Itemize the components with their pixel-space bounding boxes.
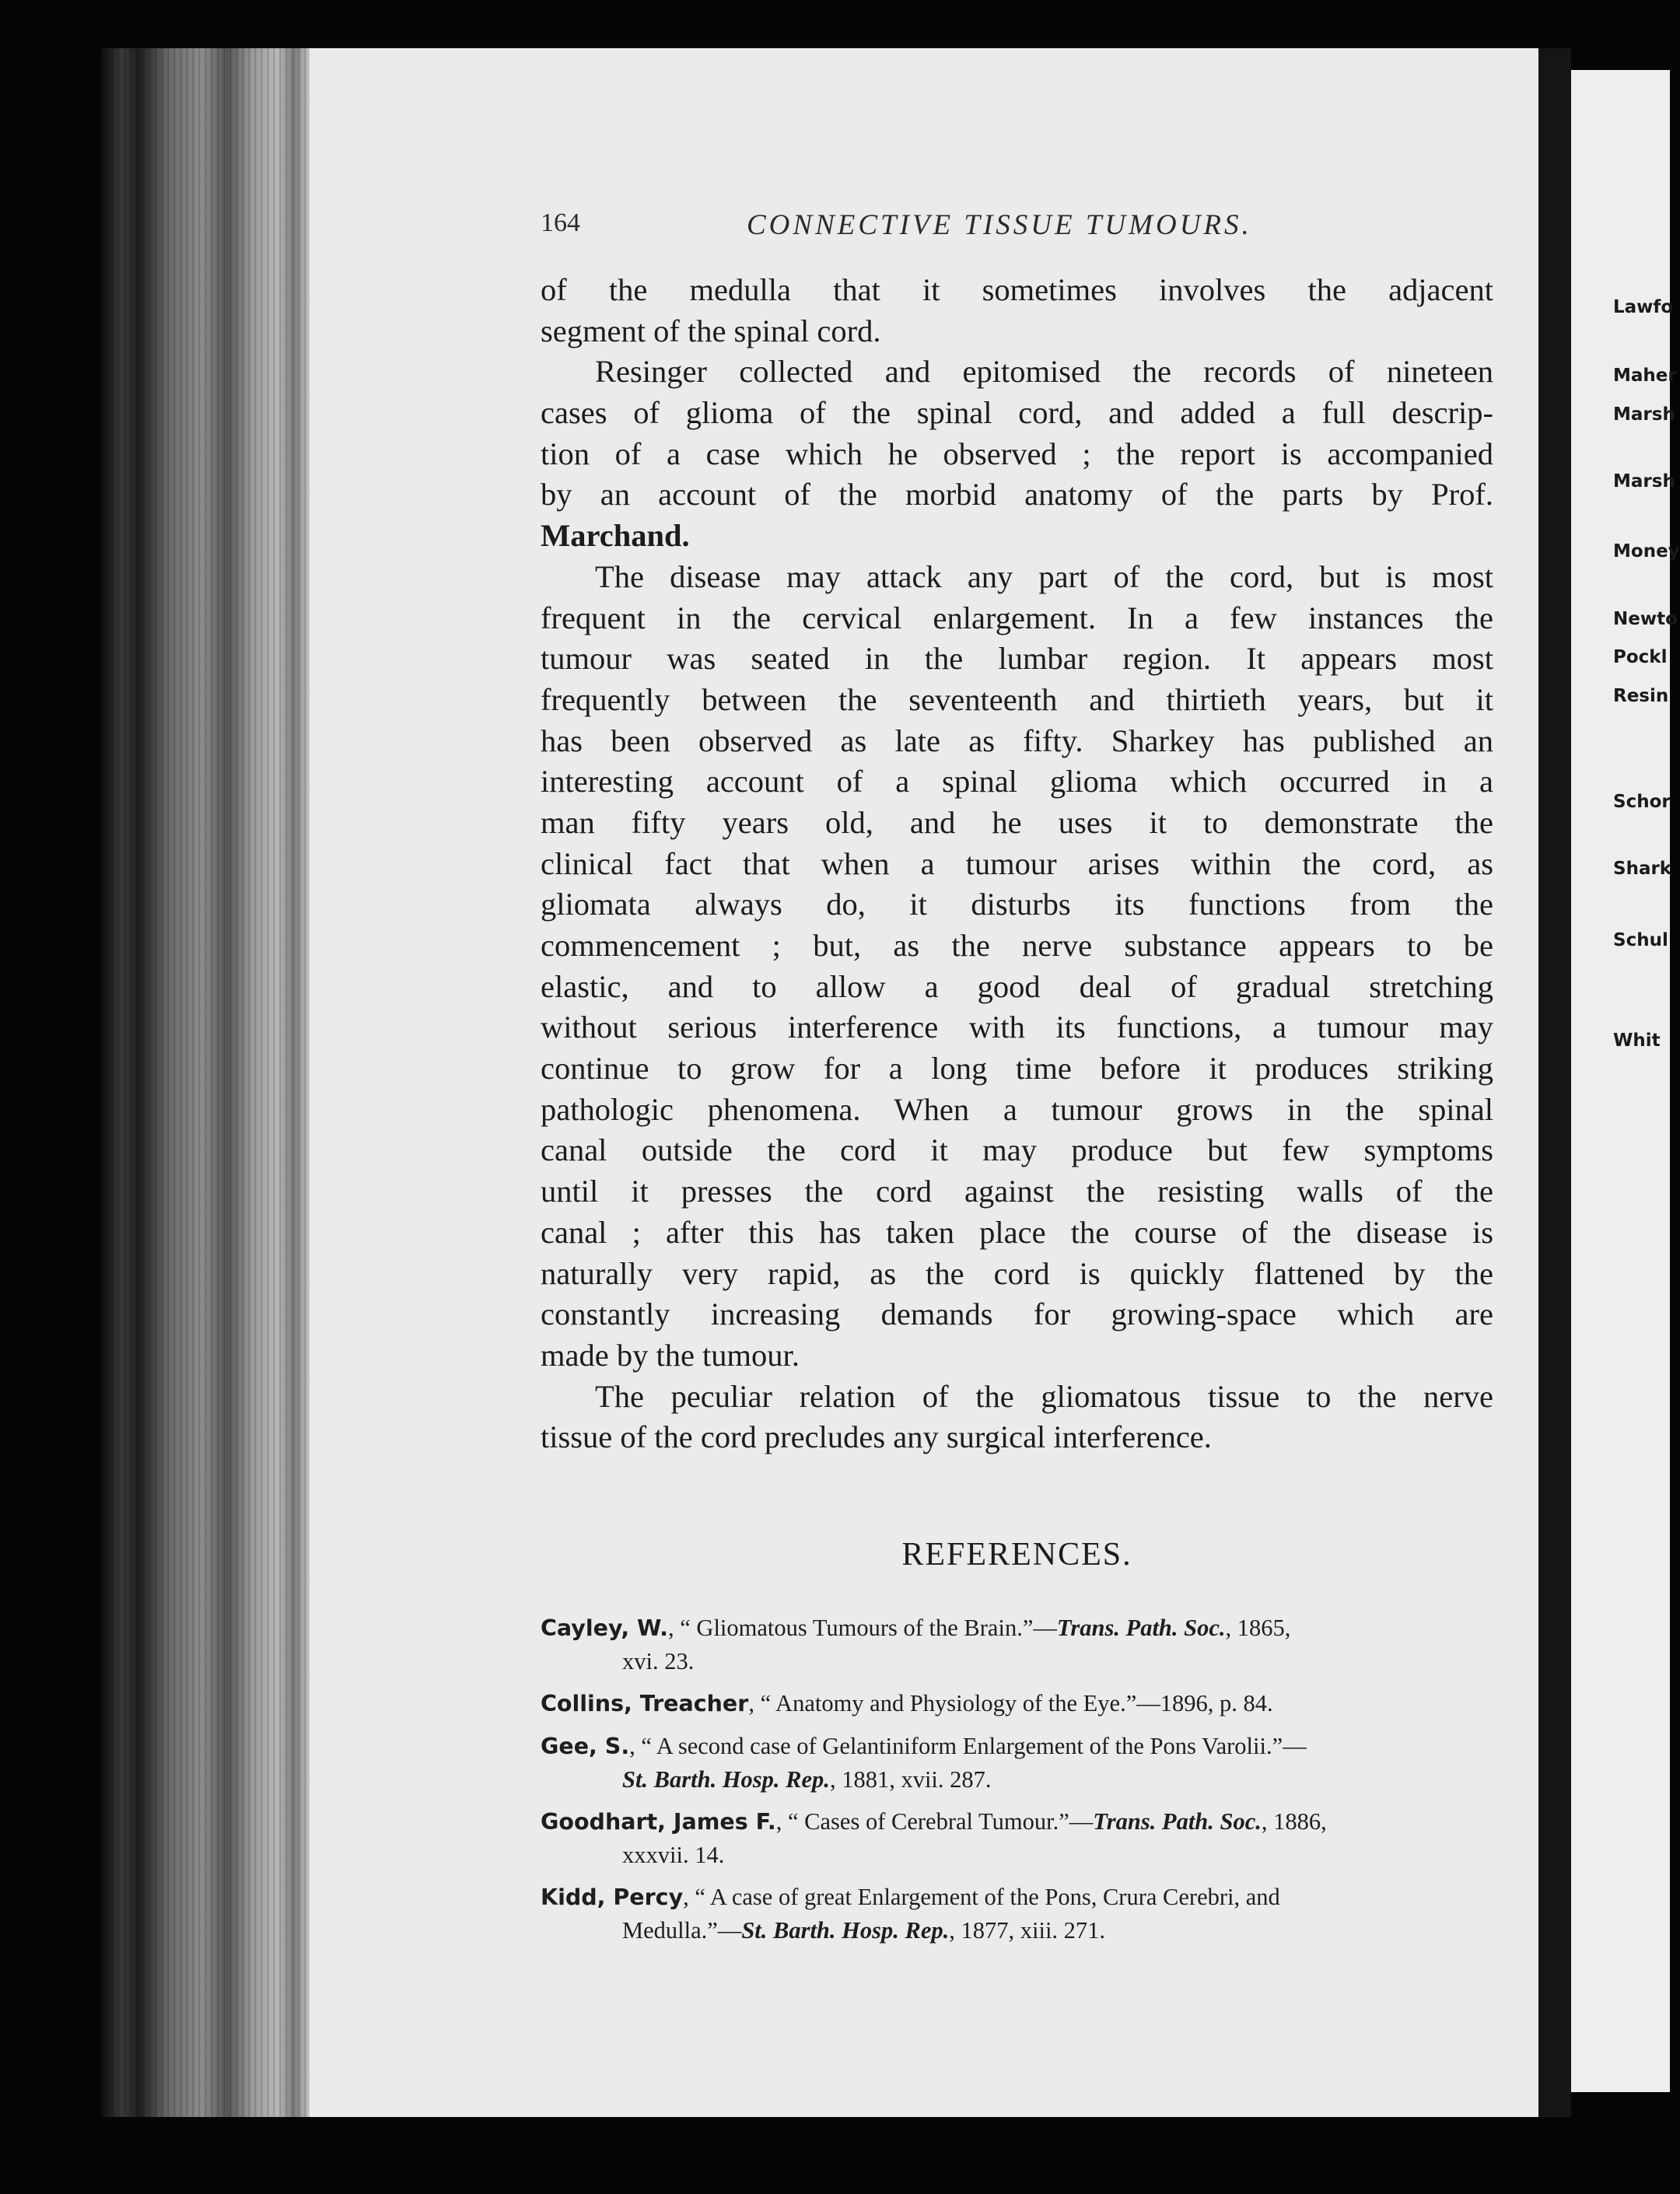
reference-tail: , 1886,	[1261, 1808, 1327, 1835]
reference-author: Goodhart, James F.	[541, 1809, 776, 1835]
text-line: frequently between the seventeenth and thirtieth years, but it	[541, 681, 1493, 717]
text-line: continue to grow for a long time before it produces striking	[541, 1051, 1493, 1087]
reference-entry	[541, 1611, 1501, 1678]
text-line: clinical fact that when a tumour arises within the cord, as	[541, 845, 1493, 881]
reference-text: , “ A second case of Gelantiniform Enlargement of the Pons Varolii.”—	[629, 1733, 1307, 1759]
index-entry: Schul	[1613, 930, 1668, 950]
text-line: gliomata always do, it disturbs its functions from the	[541, 887, 1493, 922]
text-line: The peculiar relation of the gliomatous tissue to the nerve	[595, 1378, 1493, 1414]
reference-author: Collins, Treacher	[541, 1691, 749, 1716]
references-heading: REFERENCES.	[901, 1537, 1132, 1573]
reference-entry	[541, 1881, 1501, 1947]
gutter-shadow	[1538, 48, 1571, 2117]
text-line: until it presses the cord against the resisting walls of the	[541, 1174, 1493, 1209]
running-title: CONNECTIVE TISSUE TUMOURS.	[747, 209, 1252, 241]
index-entry: Lawfo	[1613, 297, 1674, 317]
page-number: 164	[541, 208, 580, 237]
reference-author: Cayley, W.	[541, 1615, 669, 1641]
reference-text: Medulla.”—	[622, 1917, 742, 1944]
text-line: by an account of the morbid anatomy of the parts by Prof.	[541, 477, 1493, 513]
reference-text: , “ Anatomy and Physiology of the Eye.”—1896, p. 84.	[748, 1690, 1273, 1716]
text-line: segment of the spinal cord.	[541, 313, 881, 348]
reference-entry	[541, 1730, 1501, 1796]
index-entry: Marsh	[1613, 471, 1675, 492]
reference-tail: , 1865,	[1225, 1615, 1291, 1641]
text-line: made by the tumour.	[541, 1337, 800, 1373]
text-line: elastic, and to allow a good deal of gradual stretching	[541, 968, 1493, 1004]
text-line: tion of a case which he observed ; the report is accompanied	[541, 436, 1493, 471]
index-entry: Maher	[1613, 366, 1677, 386]
text-line: The disease may attack any part of the cord, but is most	[595, 558, 1493, 594]
index-entry: Schor	[1613, 792, 1671, 812]
text-line: man fifty years old, and he uses it to demonstrate the	[541, 804, 1493, 840]
index-entry: Newto	[1613, 609, 1678, 629]
references-list	[541, 1611, 1501, 1956]
index-entry: Resin	[1613, 686, 1669, 706]
index-entry: Pockl	[1613, 647, 1668, 667]
reference-entry	[541, 1805, 1501, 1871]
text-line: cases of glioma of the spinal cord, and added a full descrip-	[541, 395, 1493, 431]
text-line: without serious interference with its functions, a tumour may	[541, 1010, 1493, 1045]
reference-text: xxxvii. 14.	[622, 1842, 725, 1868]
reference-text: , “ Gliomatous Tumours of the Brain.”—	[668, 1615, 1057, 1641]
text-line: pathologic phenomena. When a tumour grows in the spinal	[541, 1091, 1493, 1127]
reference-tail: , 1881, xvii. 287.	[829, 1766, 992, 1793]
text-line: interesting account of a spinal glioma which occurred in a	[541, 764, 1493, 800]
page-edge-binding	[101, 48, 311, 2117]
body-text	[541, 270, 1493, 1458]
reference-journal: Trans. Path. Soc.	[1093, 1808, 1262, 1835]
index-entry: Marsh	[1613, 404, 1675, 425]
text-line: Marchand.	[541, 518, 690, 554]
reference-text: , “ A case of great Enlargement of the Pons, Crura Cerebri, and	[683, 1884, 1280, 1910]
facing-page-index	[1613, 0, 1680, 2194]
text-line: has been observed as late as fifty. Sharkey has published an	[541, 723, 1493, 758]
text-line: of the medulla that it sometimes involves the adjacent	[541, 272, 1493, 307]
text-line: naturally very rapid, as the cord is quickly flattened by the	[541, 1255, 1493, 1291]
reference-entry	[541, 1687, 1501, 1720]
reference-tail: , 1877, xiii. 271.	[949, 1917, 1106, 1944]
reference-journal: St. Barth. Hosp. Rep.	[741, 1917, 950, 1944]
text-line: canal ; after this has taken place the course of the disease is	[541, 1214, 1493, 1250]
reference-author: Gee, S.	[541, 1734, 630, 1759]
text-line: frequent in the cervical enlargement. In a few instances the	[541, 600, 1493, 635]
text-line: tumour was seated in the lumbar region. It appears most	[541, 641, 1493, 677]
reference-journal: St. Barth. Hosp. Rep.	[622, 1766, 830, 1793]
reference-text: xvi. 23.	[622, 1648, 695, 1674]
reference-author: Kidd, Percy	[541, 1884, 684, 1910]
text-line: constantly increasing demands for growing-space which are	[541, 1296, 1493, 1332]
reference-journal: Trans. Path. Soc.	[1056, 1615, 1226, 1641]
index-entry: Whit	[1613, 1031, 1661, 1051]
index-entry: Money	[1613, 541, 1680, 562]
text-line: Resinger collected and epitomised the records of nineteen	[595, 354, 1493, 390]
text-line: canal outside the cord it may produce but few symptoms	[541, 1132, 1493, 1168]
reference-text: , “ Cases of Cerebral Tumour.”—	[775, 1808, 1094, 1835]
text-line: tissue of the cord precludes any surgical interference.	[541, 1419, 1212, 1455]
page-header	[541, 208, 1493, 243]
text-line: commencement ; but, as the nerve substance appears to be	[541, 928, 1493, 963]
index-entry: Shark	[1613, 859, 1672, 879]
